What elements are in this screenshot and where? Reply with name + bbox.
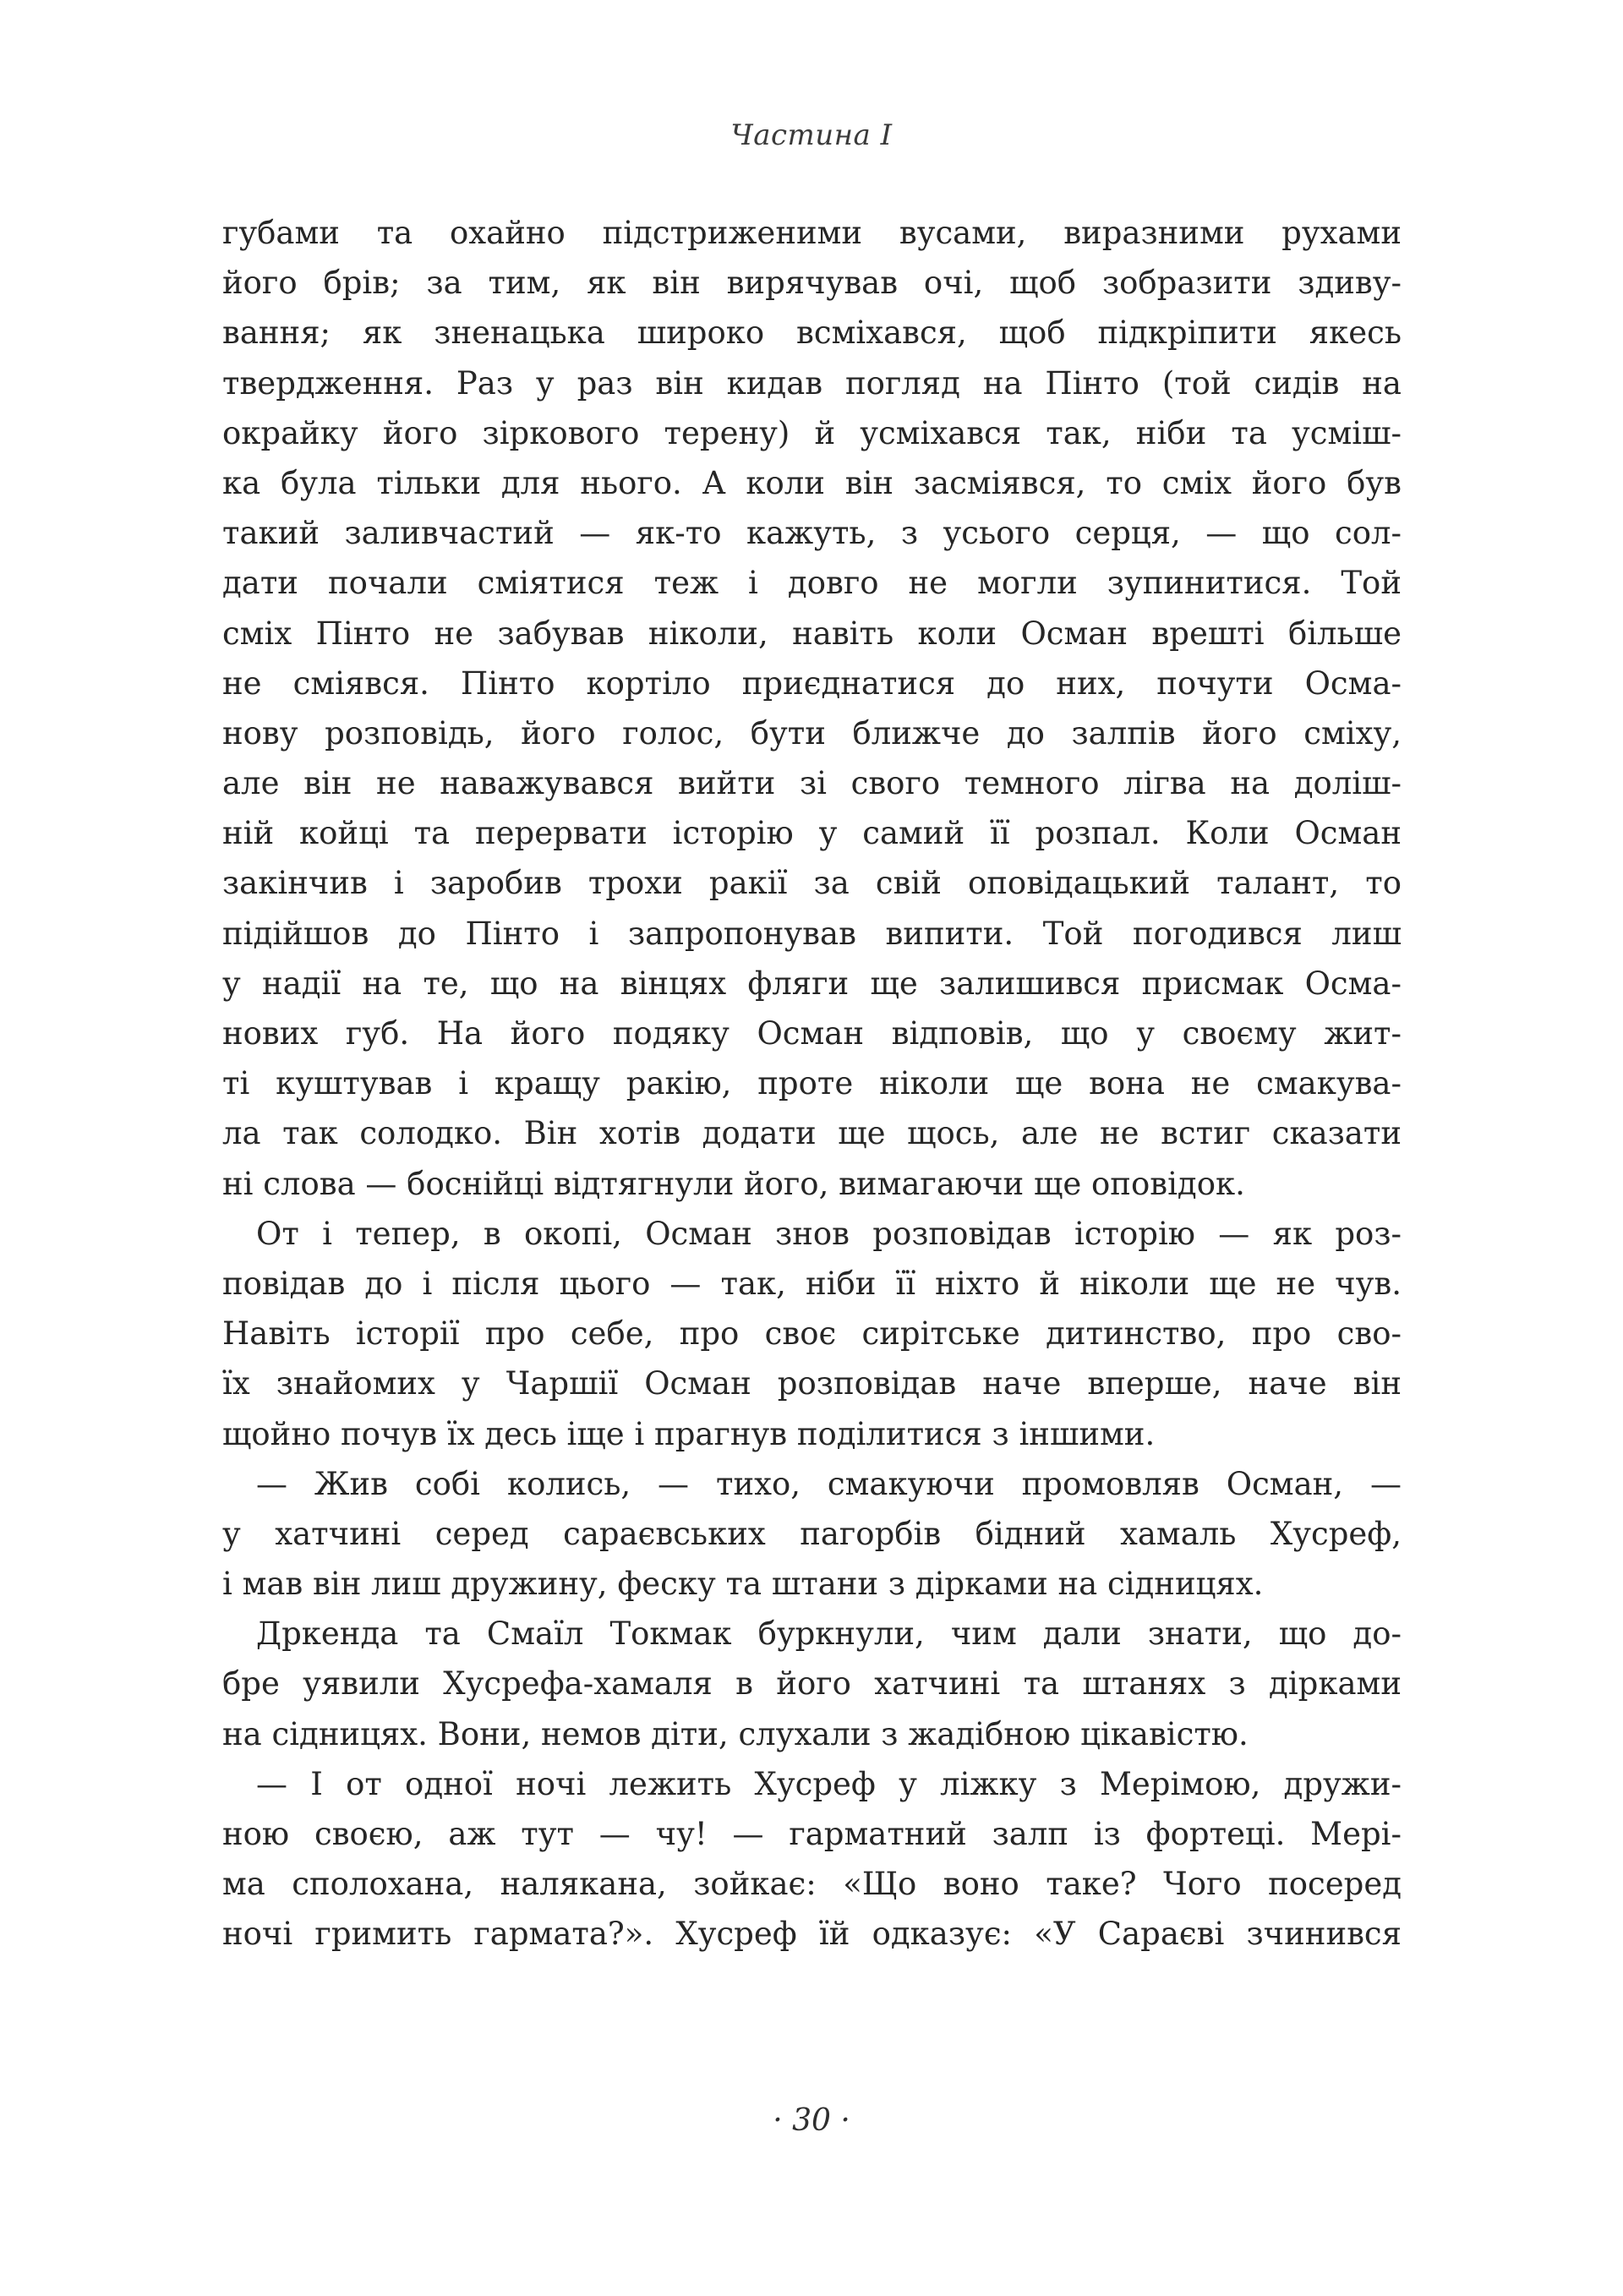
text-line: ка була тільки для нього. А коли він засміявся, то сміх його був [222, 464, 1402, 501]
text-line: бре уявили Хусрефа-хамаля в його хатчині та штанях з дірками [222, 1665, 1402, 1703]
text-line: ночі гримить гармата?». Хусреф їй одказує: «У Сараєві зчинився [222, 1916, 1402, 1953]
text-line: ні слова — боснійці відтягнули його, вимагаючи ще оповідок. [222, 1165, 1245, 1202]
text-line: — Жив собі колись, — тихо, смакуючи промовляв Осман, — [256, 1465, 1402, 1502]
text-line: у хатчині серед сараєвських пагорбів бідний хамаль Хусреф, [222, 1515, 1402, 1552]
text-line: у надії на те, що на вінцях фляги ще залишився присмак Осма- [222, 965, 1402, 1002]
text-line: Дркенда та Смаїл Токмак буркнули, чим дали знати, що до- [256, 1615, 1402, 1653]
text-line: і мав він лиш дружину, феску та штани з дірками на сідницях. [222, 1566, 1264, 1603]
text-line: От і тепер, в окопі, Осман знов розповідав історію — як роз- [256, 1215, 1402, 1252]
text-line: не сміявся. Пінто кортіло приєднатися до них, почути Осма- [222, 664, 1402, 702]
text-line: але він не наважувався вийти зі свого темного лігва на доліш- [222, 765, 1402, 802]
text-line: окрайку його зіркового терену) й усміхався так, ніби та усміш- [222, 414, 1402, 451]
running-head: Частина I [730, 118, 893, 152]
text-line: щойно почув їх десь іще і прагнув поділитися з іншими. [222, 1415, 1156, 1452]
text-line: закінчив і заробив трохи ракії за свій оповідацький талант, то [222, 865, 1402, 902]
page-number: · 30 · [773, 2103, 850, 2138]
text-line: їх знайомих у Чаршії Осман розповідав наче вперше, наче він [222, 1365, 1402, 1402]
text-line: нових губ. На його подяку Осман відповів, що у своєму жит- [222, 1015, 1402, 1052]
text-line: повідав до і після цього — так, ніби її ніхто й ніколи ще не чув. [222, 1265, 1402, 1302]
text-line: такий заливчастий — як-то кажуть, з усього серця, — що сол- [222, 515, 1402, 552]
text-line: ній койці та перервати історію у самий її розпал. Коли Осман [222, 815, 1402, 852]
text-line: підійшов до Пінто і запропонував випити. Той погодився лиш [222, 915, 1402, 952]
text-line: вання; як зненацька широко всміхався, щоб підкріпити якесь [222, 314, 1402, 352]
text-line: сміх Пінто не забував ніколи, навіть коли Осман врешті більше [222, 615, 1402, 652]
text-line: ма сполохана, налякана, зойкає: «Що воно таке? Чого посеред [222, 1866, 1402, 1903]
text-line: губами та охайно підстриженими вусами, виразними рухами [222, 215, 1402, 251]
text-line: нову розповідь, його голос, бути ближче до залпів його сміху, [222, 714, 1402, 752]
text-line: — І от одної ночі лежить Хусреф у ліжку з Мерімою, дружи- [256, 1765, 1402, 1802]
text-line: дати почали сміятися теж і довго не могли зупинитися. Той [222, 565, 1402, 602]
text-line: ла так солодко. Він хотів додати ще щось, але не встиг сказати [222, 1115, 1402, 1152]
text-line: твердження. Раз у раз він кидав погляд на Пінто (той сидів на [222, 364, 1402, 402]
text-line: ті куштував і кращу ракію, проте ніколи ще вона не смакува- [222, 1065, 1402, 1102]
text-line: Навіть історії про себе, про своє сирітське дитинство, про сво- [222, 1315, 1402, 1353]
text-line: ною своєю, аж тут — чу! — гарматний залп із фортеці. Мері- [222, 1816, 1402, 1852]
text-line: на сідницях. Вони, немов діти, слухали з жадібною цікавістю. [222, 1715, 1249, 1752]
body-text [222, 208, 1402, 1960]
text-line: його брів; за тим, як він вирячував очі, щоб зобразити здиву- [222, 265, 1402, 302]
